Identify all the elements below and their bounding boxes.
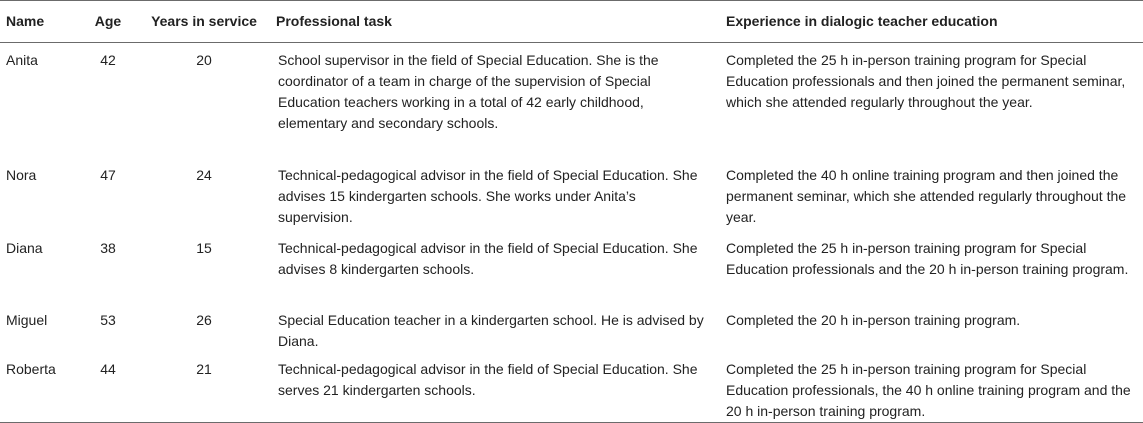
cell-task: Special Education teacher in a kindergarten school. He is advised by Diana. <box>278 311 704 349</box>
cell-name: Roberta <box>6 360 56 377</box>
table-body <box>0 43 1143 423</box>
table-row <box>0 231 1143 303</box>
table-row <box>0 158 1143 231</box>
cell-years: 24 <box>196 166 212 183</box>
cell-task: Technical-pedagogical advisor in the field of Special Education. She serves 21 kindergarten schools. <box>278 360 698 398</box>
header-name: Name <box>6 13 45 29</box>
cell-task: Technical-pedagogical advisor in the field of Special Education. She advises 15 kindergarten schools. She works under Anita’s supervision. <box>278 166 698 225</box>
cell-name: Anita <box>6 52 38 68</box>
cell-experience: Completed the 20 h in-person training program. <box>726 311 1021 328</box>
header-age: Age <box>94 13 122 29</box>
cell-age: 47 <box>100 166 116 183</box>
cell-experience: Completed the 25 h in-person training program for Special Education professionals and the 20 h in-person training program. <box>726 239 1129 277</box>
cell-age: 53 <box>100 311 116 328</box>
cell-years: 20 <box>196 52 212 68</box>
header-experience: Experience in dialogic teacher education <box>726 13 998 29</box>
cell-name: Nora <box>6 166 37 183</box>
cell-experience: Completed the 25 h in-person training program for Special Education professionals and then joined the permanent seminar, which she attended regularly throughout the year. <box>726 52 1126 110</box>
header-professional-task: Professional task <box>276 13 392 29</box>
header-row <box>0 1 1143 43</box>
table-header <box>0 1 1143 43</box>
table-row <box>0 303 1143 352</box>
cell-age: 42 <box>100 52 116 68</box>
cell-years: 26 <box>196 311 212 328</box>
header-years-in-service: Years in service <box>151 13 257 29</box>
cell-years: 15 <box>196 239 212 256</box>
cell-age: 38 <box>100 239 116 256</box>
cell-task: School supervisor in the field of Special Education. She is the coordinator of a team in charge of the supervision of Special Education teachers working in a total of 42 early childhood, elementary and secondary schools. <box>278 52 659 131</box>
cell-years: 21 <box>196 360 212 377</box>
cell-name: Miguel <box>6 311 48 328</box>
cell-experience: Completed the 25 h in-person training program for Special Education professionals, the 40 h online training program and the 20 h in-person training program. <box>726 360 1131 419</box>
cell-name: Diana <box>6 239 43 256</box>
cell-task: Technical-pedagogical advisor in the field of Special Education. She advises 8 kindergarten schools. <box>278 239 698 277</box>
cell-experience: Completed the 40 h online training program and then joined the permanent seminar, which she attended regularly throughout the year. <box>726 166 1127 225</box>
table-row <box>0 43 1143 158</box>
table-row <box>0 352 1143 423</box>
cell-age: 44 <box>100 360 116 377</box>
